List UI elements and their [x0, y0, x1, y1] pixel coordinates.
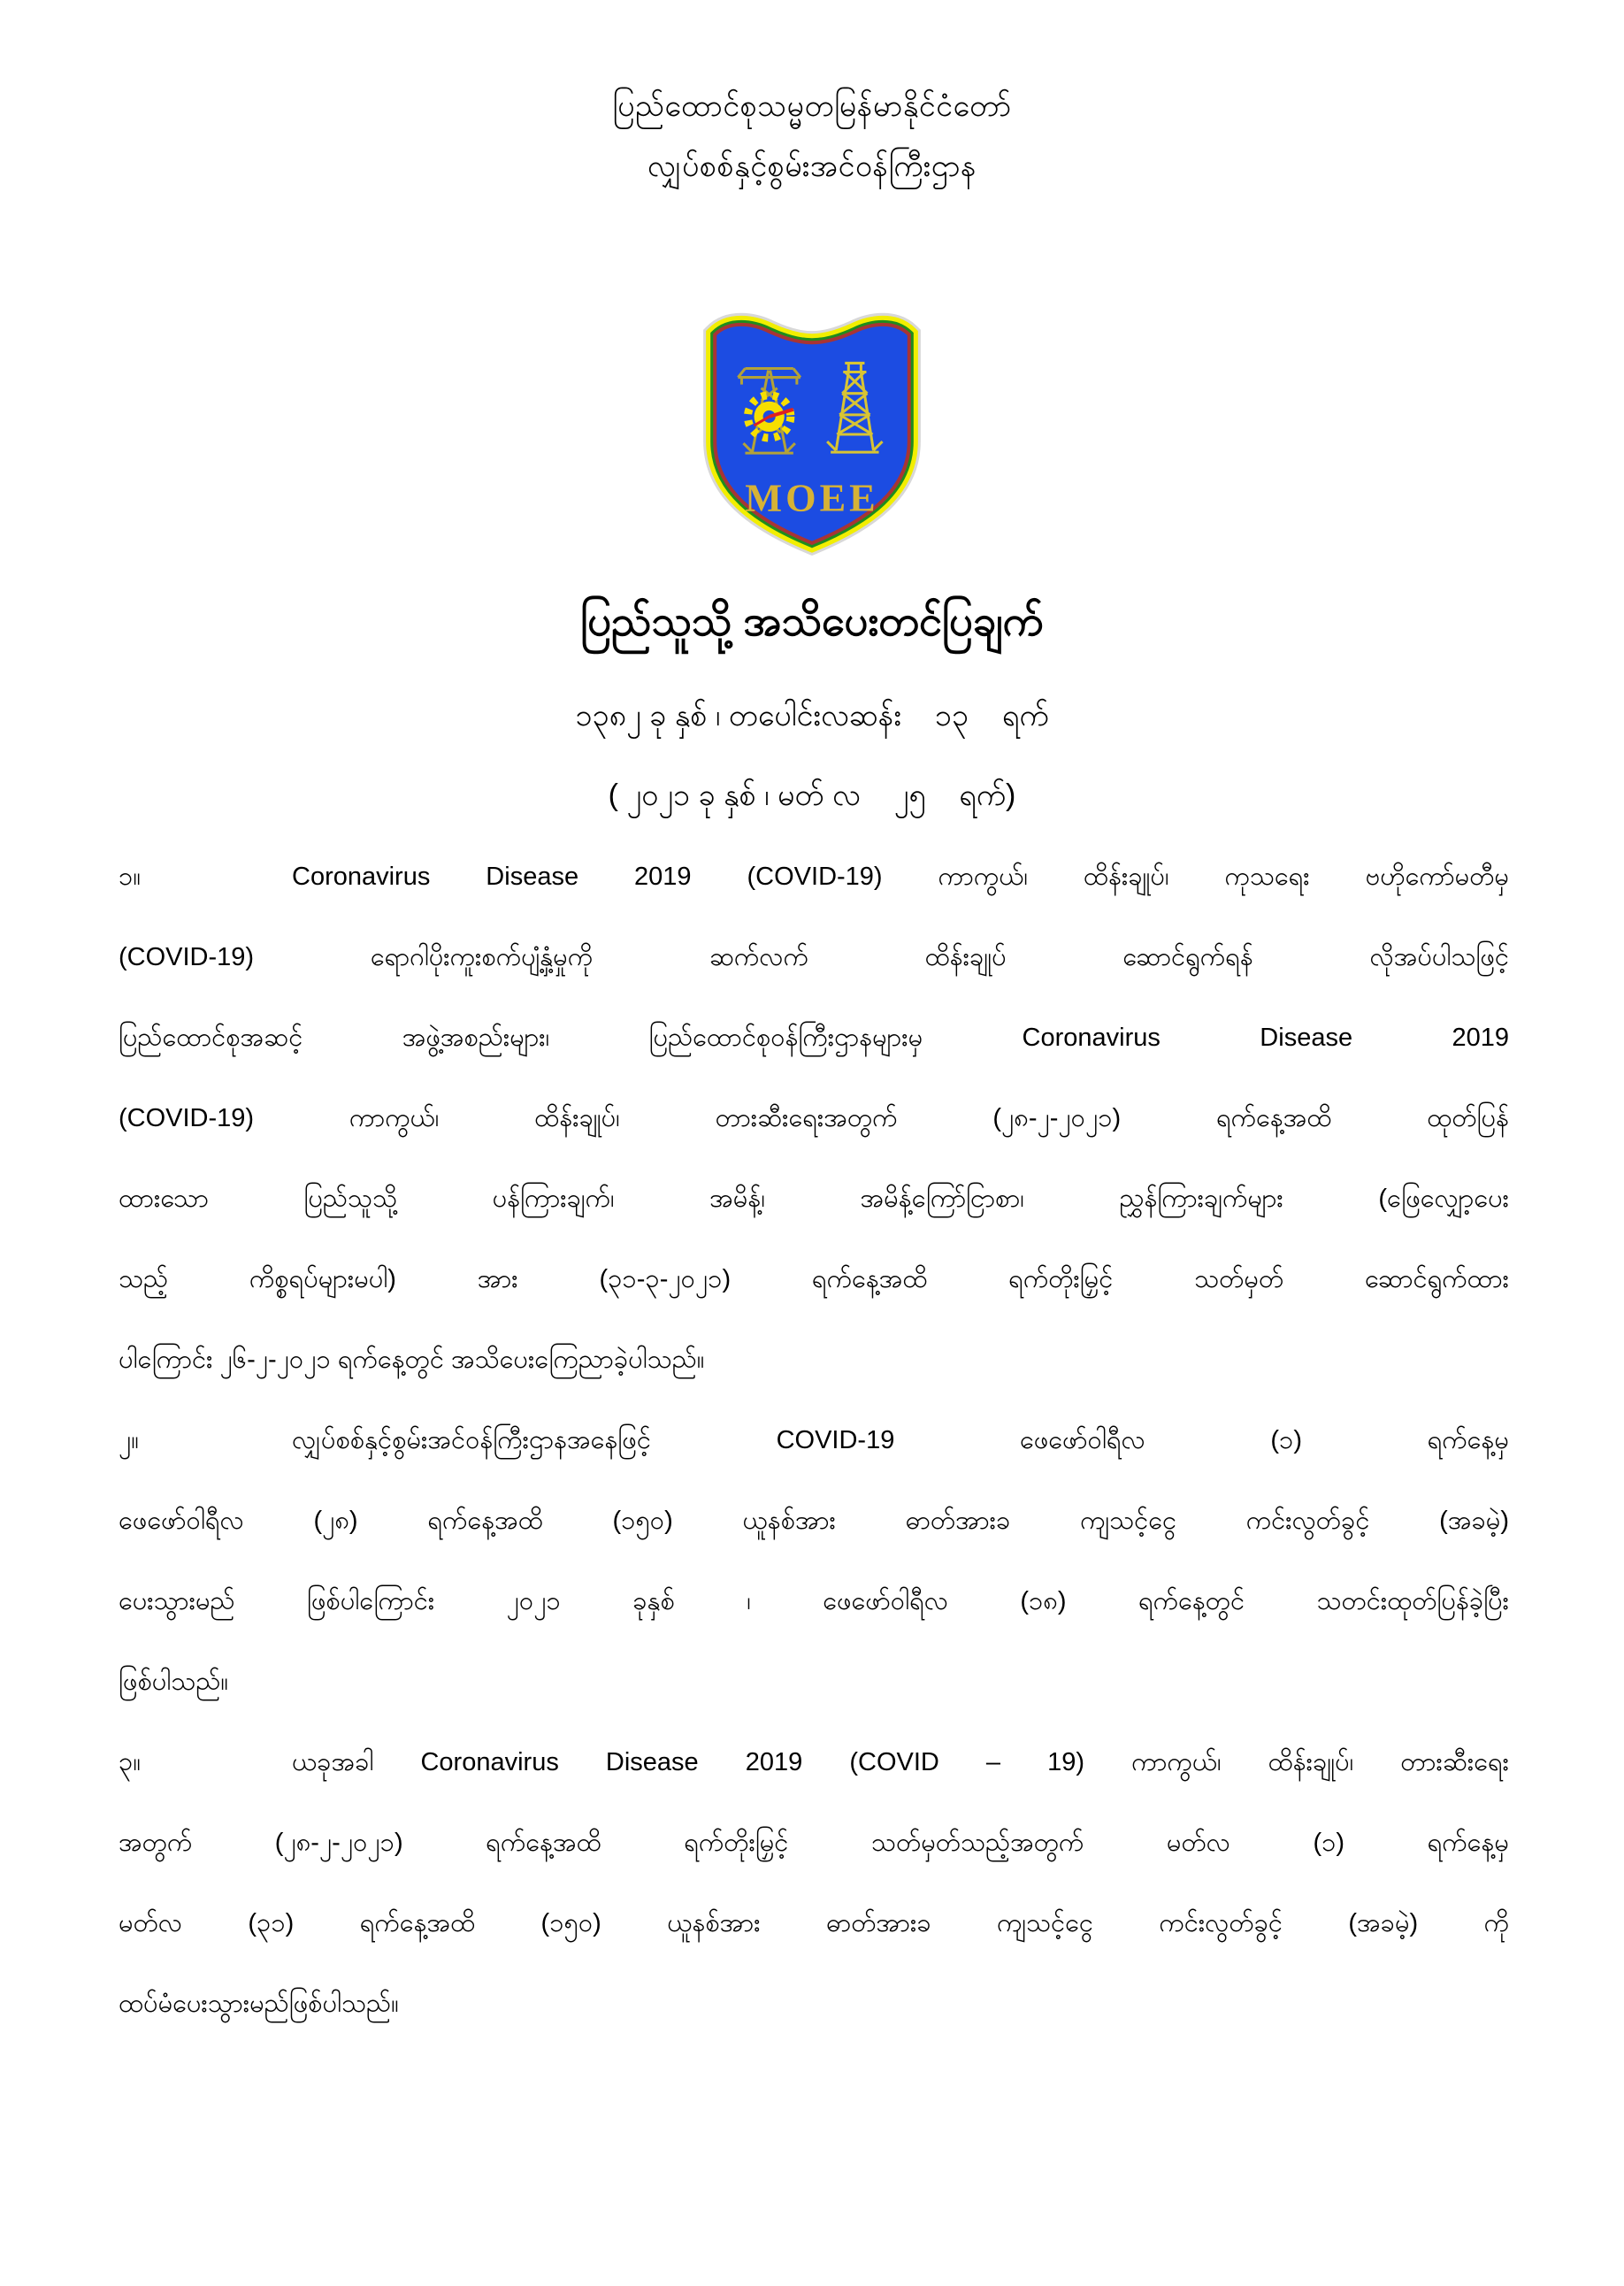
paragraph-1-line: (COVID-19) ရောဂါပိုးကူးစက်ပျံ့နှံ့မှုကို ဆက်လက် ထိန်းချုပ် ဆောင်ရွက်ရန် လိုအပ်ပါသဖြင့် — [119, 943, 1509, 971]
paragraph-1-line: ထားသော ပြည်သူသို့ ပန်ကြားချက်၊ အမိန့်၊ အမိန့်ကြော်ငြာစာ၊ ညွှန်ကြားချက်များ (ဖြေလျှော့ပေး — [119, 1185, 1509, 1213]
paragraph-1-line: သည့် ကိစ္စရပ်များမပါ) အား (၃၁-၃-၂၀၂၁) ရက်နေ့အထိ ရက်တိုးမြှင့် သတ်မှတ် ဆောင်ရွက်ထား — [119, 1265, 1509, 1293]
moee-shield-icon — [701, 308, 923, 556]
paragraph-3-number: ၃။ — [119, 1748, 142, 1776]
paragraph-2-line: ပေးသွားမည် ဖြစ်ပါကြောင်း ၂၀၂၁ ခုနှစ် ၊ ဖေဖော်ဝါရီလ (၁၈) ရက်နေ့တွင် သတင်းထုတ်ပြန်ခဲ့ပြီး — [119, 1587, 1509, 1615]
paragraph-2-line — [119, 1402, 1509, 1483]
paragraph-3-line: ထပ်မံပေးသွားမည်ဖြစ်ပါသည်။ — [119, 1990, 399, 2018]
paragraph-3-line: အတွက် (၂၈-၂-၂၀၂၁) ရက်နေ့အထိ ရက်တိုးမြှင့် သတ်မှတ်သည့်အတွက် မတ်လ (၁) ရက်နေ့မှ — [119, 1829, 1509, 1857]
paragraph-1-line: (COVID-19) ကာကွယ်၊ ထိန်းချုပ်၊ တားဆီးရေးအတွက် (၂၈-၂-၂၀၂၁) ရက်နေ့အထိ ထုတ်ပြန် — [119, 1104, 1509, 1132]
gregorian-calendar-date: ( ၂၀၂၁ ခု နှစ် ၊ မတ် လ ၂၅ ရက်) — [608, 779, 1016, 812]
paragraph-1-line: ပြည်ထောင်စုအဆင့် အဖွဲ့အစည်းများ၊ ပြည်ထောင်စုဝန်ကြီးဌာနများမှ Coronavirus Disease 2019 — [119, 1024, 1509, 1052]
paragraph-1-line: ပါကြောင်း ၂၆-၂-၂၀၂၁ ရက်နေ့တွင် အသိပေးကြေညာခဲ့ပါသည်။ — [119, 1346, 705, 1374]
document-body — [119, 839, 1509, 2046]
paragraph-1-number: ၁။ — [119, 863, 142, 891]
paragraph-2-line: ဖြစ်ပါသည်။ — [119, 1668, 229, 1696]
moee-logo — [701, 308, 923, 556]
ministry-title: လျှပ်စစ်နှင့်စွမ်းအင်ဝန်ကြီးဌာန — [647, 150, 977, 183]
paragraph-3-line: မတ်လ (၃၁) ရက်နေ့အထိ (၁၅၀) ယူနစ်အား ဓာတ်အားခ ကျသင့်ငွေ ကင်းလွတ်ခွင့် (အခမဲ့) ကို — [119, 1909, 1509, 1937]
page-title: ပြည်သူသို့ အသိပေးတင်ပြချက် — [580, 597, 1044, 644]
paragraph-1-line — [119, 839, 1509, 919]
paragraph-2-text: လျှပ်စစ်နှင့်စွမ်းအင်ဝန်ကြီးဌာနအနေဖြင့် COVID-19 ဖေဖော်ဝါရီလ (၁) ရက်နေ့မှ — [292, 1426, 1509, 1454]
paragraph-2-line: ဖေဖော်ဝါရီလ (၂၈) ရက်နေ့အထိ (၁၅၀) ယူနစ်အား ဓာတ်အားခ ကျသင့်ငွေ ကင်းလွတ်ခွင့် (အခမဲ့) — [119, 1507, 1509, 1535]
moee-acronym: MOEE — [745, 476, 879, 520]
paragraph-3-line — [119, 1724, 1509, 1805]
paragraph-3-text: ယခုအခါ Coronavirus Disease 2019 (COVID – 19) ကာကွယ်၊ ထိန်းချုပ်၊ တားဆီးရေး — [292, 1748, 1509, 1776]
paragraph-2-number: ၂။ — [119, 1426, 140, 1454]
myanmar-calendar-date: ၁၃၈၂ ခု နှစ် ၊ တပေါင်းလဆန်း ၁၃ ရက် — [575, 699, 1049, 733]
paragraph-1-text: Coronavirus Disease 2019 (COVID-19) ကာကွယ်၊ ထိန်းချုပ်၊ ကုသရေး ဗဟိုကော်မတီမှ — [292, 863, 1509, 891]
state-title: ပြည်ထောင်စုသမ္မတမြန်မာနိုင်ငံတော် — [612, 89, 1012, 123]
